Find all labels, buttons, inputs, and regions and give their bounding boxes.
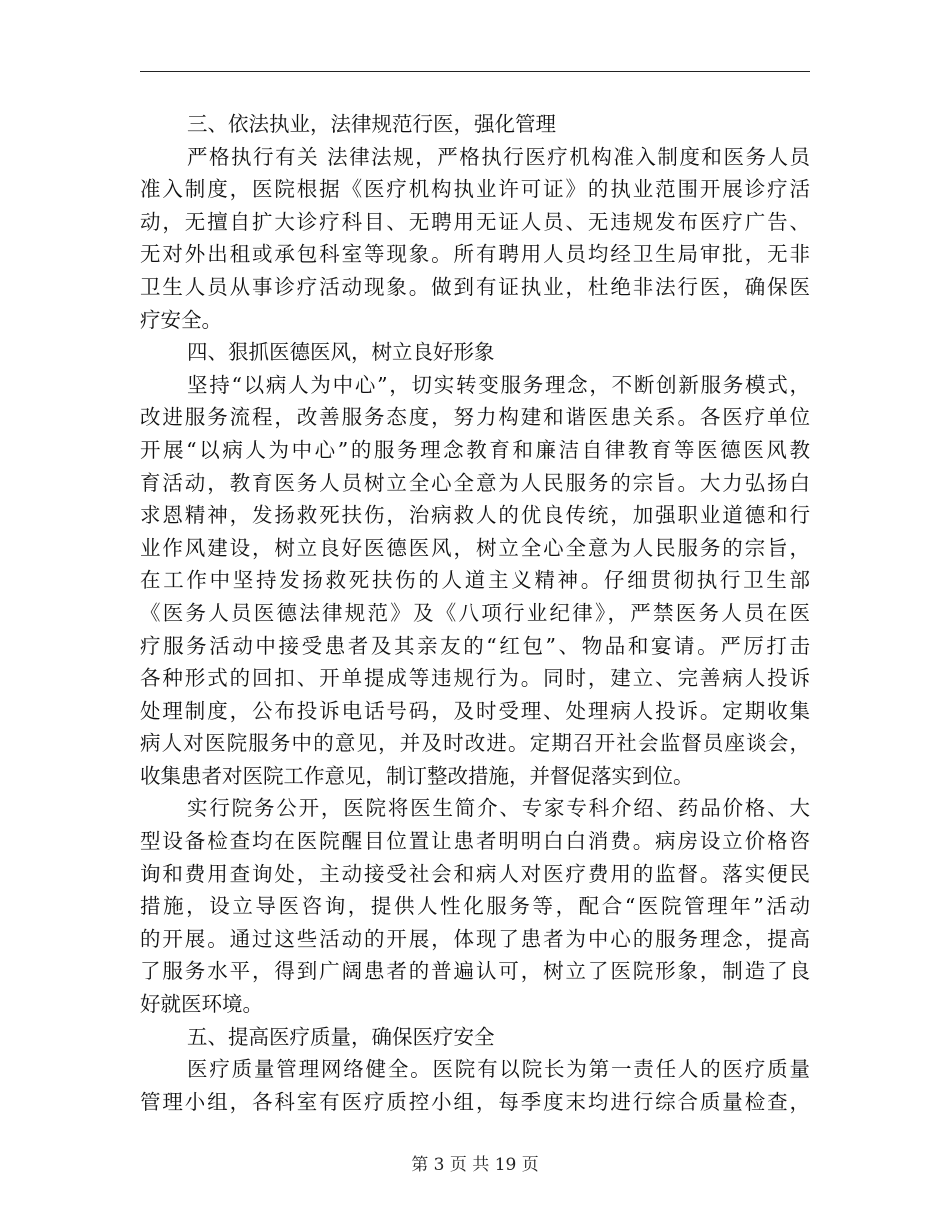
paragraph-line: 坚持“以病人为中心”，切实转变服务理念，不断创新服务模式， <box>187 372 810 397</box>
paragraph-line: 管理小组，各科室有医疗质控小组，每季度末均进行综合质量检查， <box>140 1089 810 1114</box>
paragraph-line: 实行院务公开，医院将医生简介、专家专科介绍、药品价格、大 <box>187 796 810 821</box>
paragraph-line: 改进服务流程，改善服务态度，努力构建和谐医患关系。各医疗单位 <box>140 405 810 430</box>
page-footer <box>0 1153 950 1177</box>
paragraph-line: 的开展。通过这些活动的开展，体现了患者为中心的服务理念，提高 <box>140 926 810 951</box>
paragraph-line: 处理制度，公布投诉电话号码，及时受理、处理病人投诉。定期收集 <box>140 698 810 723</box>
paragraph-line: 疗安全。 <box>140 307 222 332</box>
paragraph-line: 卫生人员从事诊疗活动现象。做到有证执业，杜绝非法行医，确保医 <box>140 274 810 299</box>
document-body <box>140 108 810 1118</box>
section-heading: 三、依法执业，法律规范行医，强化管理 <box>187 112 556 136</box>
paragraph-line: 病人对医院服务中的意见，并及时改进。定期召开社会监督员座谈会， <box>140 731 810 756</box>
paragraph-line: 《医务人员医德法律规范》及《八项行业纪律》，严禁医务人员在医 <box>140 600 810 625</box>
section-heading: 五、提高医疗质量，确保医疗安全 <box>187 1024 495 1049</box>
paragraph-line: 育活动，教育医务人员树立全心全意为人民服务的宗旨。大力弘扬白 <box>140 470 810 495</box>
paragraph-line: 收集患者对医院工作意见，制订整改措施，并督促落实到位。 <box>140 763 694 788</box>
paragraph-line: 动，无擅自扩大诊疗科目、无聘用无证人员、无违规发布医疗广告、 <box>140 209 810 234</box>
paragraph-line: 求恩精神，发扬救死扶伤，治病救人的优良传统，加强职业道德和行 <box>140 503 810 528</box>
paragraph-line: 疗服务活动中接受患者及其亲友的“红包”、物品和宴请。严厉打击 <box>140 633 810 658</box>
paragraph-line: 了服务水平，得到广阔患者的普遍认可，树立了医院形象，制造了良 <box>140 959 810 984</box>
page-number-label: 第 3 页 共 19 页 <box>411 1155 539 1175</box>
paragraph-line: 业作风建设，树立良好医德医风，树立全心全意为人民服务的宗旨， <box>140 535 810 560</box>
paragraph-line: 询和费用查询处，主动接受社会和病人对医疗费用的监督。落实便民 <box>140 861 810 886</box>
paragraph-line: 好就医环境。 <box>140 992 263 1017</box>
paragraph-line: 措施，设立导医咨询，提供人性化服务等，配合“医院管理年”活动 <box>140 894 810 919</box>
paragraph-line: 开展“以病人为中心”的服务理念教育和廉洁自律教育等医德医风教 <box>140 437 810 462</box>
section-heading: 四、狠抓医德医风，树立良好形象 <box>187 340 495 365</box>
paragraph-line: 准入制度，医院根据《医疗机构执业许可证》的执业范围开展诊疗活 <box>140 177 810 202</box>
paragraph-line: 无对外出租或承包科室等现象。所有聘用人员均经卫生局审批，无非 <box>140 242 810 267</box>
paragraph-line: 严格执行有关 法律法规，严格执行医疗机构准入制度和医务人员 <box>187 144 810 169</box>
header-rule <box>140 71 810 72</box>
paragraph-line: 各种形式的回扣、开单提成等违规行为。同时，建立、完善病人投诉 <box>140 666 810 691</box>
paragraph-line: 医疗质量管理网络健全。医院有以院长为第一责任人的医疗质量 <box>187 1057 810 1082</box>
paragraph-line: 型设备检查均在医院醒目位置让患者明明白白消费。病房设立价格咨 <box>140 829 810 854</box>
paragraph-line: 在工作中坚持发扬救死扶伤的人道主义精神。仔细贯彻执行卫生部 <box>140 568 810 593</box>
